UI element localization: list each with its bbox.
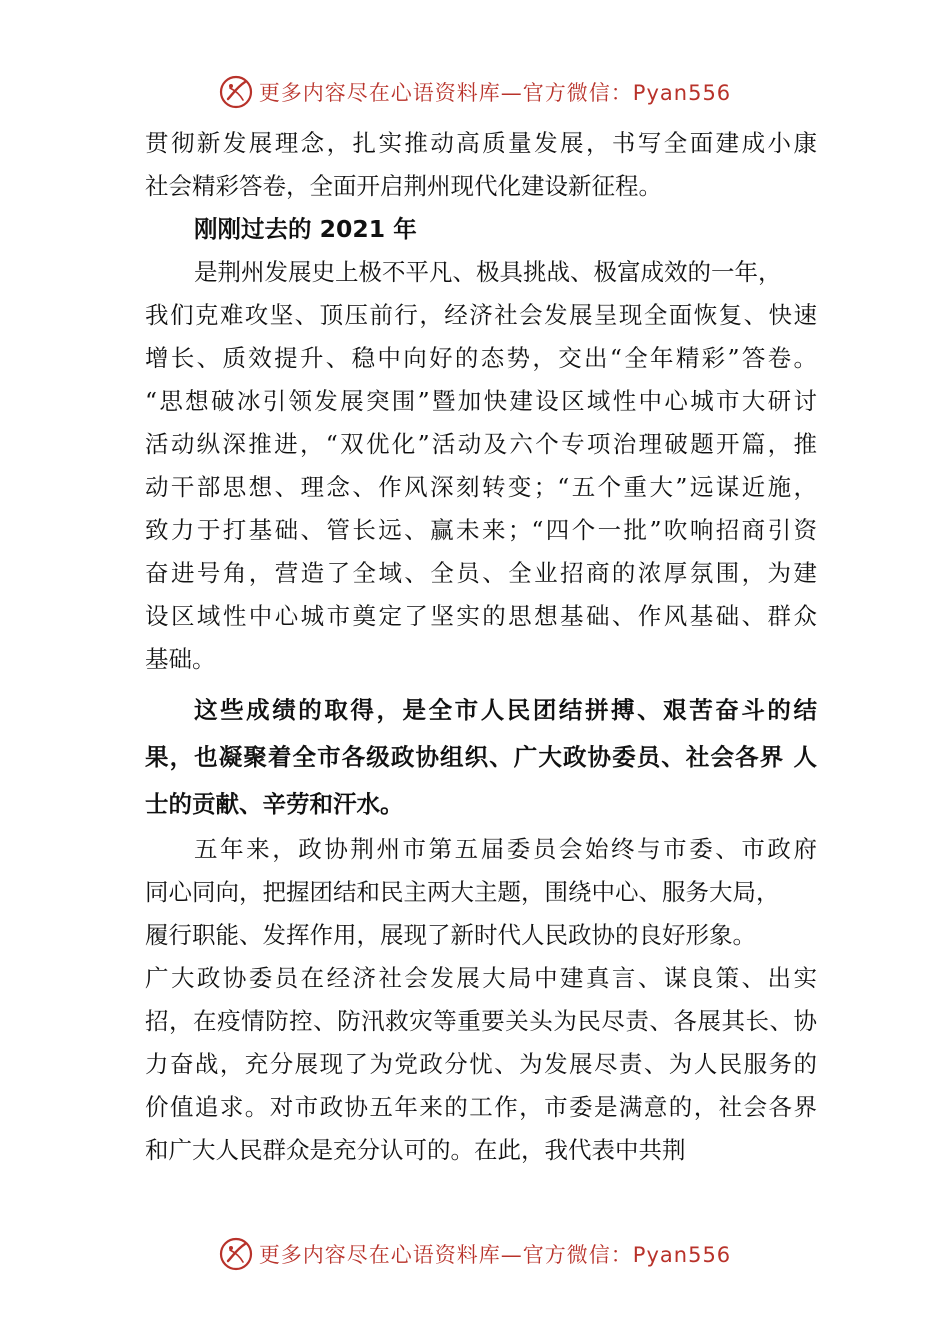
body-line: 基础。 xyxy=(145,645,216,673)
emphasis-line: 这些成绩的取得，是全市人民团结拼搏、艰苦奋斗的结 xyxy=(194,696,817,724)
footer-banner-text: 更多内容尽在心语资料库—官方微信：Pyan556 xyxy=(258,1243,732,1267)
header-banner xyxy=(0,70,950,114)
body-line: 增长、质效提升、稳中向好的态势，交出“全年精彩”答卷。 xyxy=(145,344,817,372)
quill-seal-logo-icon xyxy=(219,1237,253,1271)
section-heading: 刚刚过去的 2021 年 xyxy=(194,215,417,243)
emphasis-line: 士的贡献、辛劳和汗水。 xyxy=(145,790,404,818)
footer-banner xyxy=(0,1232,950,1276)
quill-seal-logo-icon xyxy=(219,75,253,109)
body-line: 致力于打基础、管长远、赢未来；“四个一批”吹响招商引资 xyxy=(145,516,817,544)
body-line: 履行职能、发挥作用，展现了新时代人民政协的良好形象。 xyxy=(145,921,756,949)
body-line: “思想破冰引领发展突围”暨加快建设区域性中心城市大研讨 xyxy=(145,387,817,415)
header-banner-text: 更多内容尽在心语资料库—官方微信：Pyan556 xyxy=(258,81,732,105)
document-body xyxy=(145,122,817,1172)
body-line: 和广大人民群众是充分认可的。在此，我代表中共荆 xyxy=(145,1136,686,1164)
body-line: 是荆州发展史上极不平凡、极具挑战、极富成效的一年， xyxy=(194,258,782,286)
body-line: 奋进号角，营造了全域、全员、全业招商的浓厚氛围，为建 xyxy=(145,559,817,587)
body-line: 招，在疫情防控、防汛救灾等重要关头为民尽责、各展其长、协 xyxy=(145,1007,817,1035)
body-line: 我们克难攻坚、顶压前行，经济社会发展呈现全面恢复、快速 xyxy=(145,301,817,329)
body-line: 力奋战，充分展现了为党政分忧、为发展尽责、为人民服务的 xyxy=(145,1050,817,1078)
body-line: 广大政协委员在经济社会发展大局中建真言、谋良策、出实 xyxy=(145,964,817,992)
body-line: 贯彻新发展理念，扎实推动高质量发展，书写全面建成小康 xyxy=(145,129,817,157)
emphasis-line: 果，也凝聚着全市各级政协组织、广大政协委员、社会各界 人 xyxy=(145,743,817,771)
body-line: 社会精彩答卷，全面开启荆州现代化建设新征程。 xyxy=(145,172,662,200)
body-line: 价值追求。对市政协五年来的工作，市委是满意的，社会各界 xyxy=(145,1093,817,1121)
body-line: 动干部思想、理念、作风深刻转变；“五个重大”远谋近施， xyxy=(145,473,817,501)
body-line: 同心同向，把握团结和民主两大主题，围绕中心、服务大局， xyxy=(145,878,780,906)
body-line: 活动纵深推进，“双优化”活动及六个专项治理破题开篇，推 xyxy=(145,430,817,458)
body-line: 设区域性中心城市奠定了坚实的思想基础、作风基础、群众 xyxy=(145,602,817,630)
body-line: 五年来，政协荆州市第五届委员会始终与市委、市政府 xyxy=(194,835,817,863)
